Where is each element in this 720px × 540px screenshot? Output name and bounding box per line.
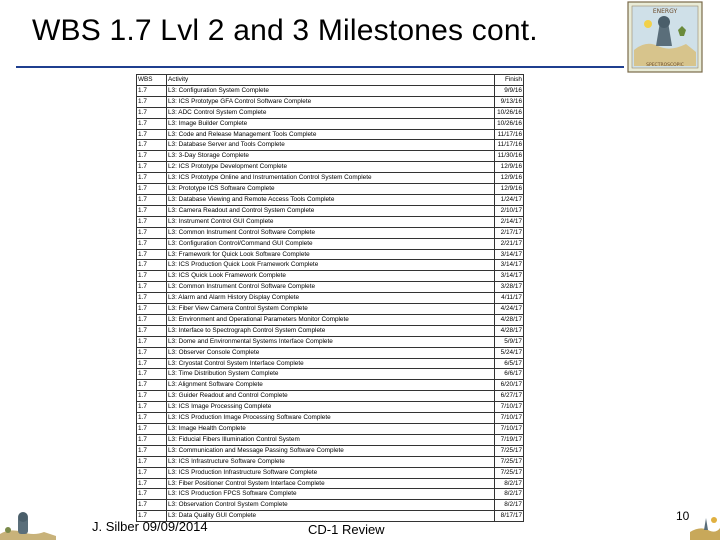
cell-finish: 2/17/17 [495,227,524,238]
cell-wbs: 1.7 [137,478,167,489]
cell-finish: 2/21/17 [495,238,524,249]
cell-finish: 12/9/16 [495,173,524,184]
cell-finish: 7/10/17 [495,402,524,413]
cell-wbs: 1.7 [137,434,167,445]
cell-activity: L3: Image Builder Complete [167,118,495,129]
table-row [137,173,524,184]
table-row [137,118,524,129]
cell-activity: L3: Observation Control System Complete [167,500,495,511]
cell-wbs: 1.7 [137,380,167,391]
cell-finish: 3/28/17 [495,282,524,293]
cell-wbs: 1.7 [137,118,167,129]
table-row [137,107,524,118]
cell-wbs: 1.7 [137,107,167,118]
cell-activity: L3: 3-Day Storage Complete [167,151,495,162]
cell-wbs: 1.7 [137,96,167,107]
cell-activity: L3: Code and Release Management Tools Complete [167,129,495,140]
table-row [137,445,524,456]
cell-activity: L3: Fiber Positioner Control System Interface Complete [167,478,495,489]
cell-wbs: 1.7 [137,129,167,140]
cell-wbs: 1.7 [137,511,167,522]
logo-top-text: ENERGY [652,8,678,15]
cell-wbs: 1.7 [137,489,167,500]
cell-wbs: 1.7 [137,336,167,347]
cell-activity: L3: Data Quality GUI Complete [167,511,495,522]
desi-logo-icon [626,0,704,74]
table-row [137,216,524,227]
cell-finish: 6/6/17 [495,369,524,380]
cell-finish: 7/25/17 [495,456,524,467]
cell-activity: L3: Observer Console Complete [167,347,495,358]
cell-activity: L3: Fiber View Camera Control System Complete [167,304,495,315]
cell-finish: 10/26/16 [495,118,524,129]
cell-activity: L3: Instrument Control GUI Complete [167,216,495,227]
cell-activity: L3: Alarm and Alarm History Display Complete [167,293,495,304]
table-row [137,194,524,205]
cell-wbs: 1.7 [137,314,167,325]
table-row [137,293,524,304]
cell-wbs: 1.7 [137,85,167,96]
cell-finish: 7/19/17 [495,434,524,445]
table-row [137,380,524,391]
table-row [137,456,524,467]
cell-finish: 11/17/16 [495,140,524,151]
cell-activity: L3: Cryostat Control System Interface Complete [167,358,495,369]
milestones-table [136,74,524,522]
cell-finish: 9/13/16 [495,96,524,107]
cell-activity: L3: ICS Production Infrastructure Software Complete [167,467,495,478]
cell-finish: 8/2/17 [495,489,524,500]
header-wbs: WBS [137,75,167,86]
table-row [137,424,524,435]
cell-activity: L3: Image Health Complete [167,424,495,435]
cell-finish: 6/5/17 [495,358,524,369]
cell-finish: 5/9/17 [495,336,524,347]
table-row [137,260,524,271]
cell-wbs: 1.7 [137,402,167,413]
cell-finish: 11/30/16 [495,151,524,162]
table-row [137,96,524,107]
cell-finish: 6/20/17 [495,380,524,391]
cell-activity: L3: Configuration Control/Command GUI Complete [167,238,495,249]
cell-wbs: 1.7 [137,293,167,304]
cell-activity: L3: ICS Production Quick Look Framework Complete [167,260,495,271]
cell-finish: 6/27/17 [495,391,524,402]
cell-finish: 1/24/17 [495,194,524,205]
cell-wbs: 1.7 [137,173,167,184]
cell-wbs: 1.7 [137,391,167,402]
cell-finish: 8/17/17 [495,511,524,522]
cell-finish: 8/2/17 [495,500,524,511]
cell-activity: L3: Configuration System Complete [167,85,495,96]
cell-activity: L3: Dome and Environmental Systems Interface Complete [167,336,495,347]
table-row [137,314,524,325]
cell-activity: L3: ICS Prototype GFA Control Software Complete [167,96,495,107]
cell-finish: 10/26/16 [495,107,524,118]
table-row [137,227,524,238]
presenter-date: J. Silber 09/09/2014 [92,519,208,534]
cell-activity: L3: ICS Quick Look Framework Complete [167,271,495,282]
event-name: CD-1 Review [308,522,385,537]
cell-activity: L3: ICS Prototype Online and Instrumentation Control System Complete [167,173,495,184]
cell-finish: 8/2/17 [495,478,524,489]
telescope-clipart-icon [0,508,56,540]
desert-clipart-icon [690,510,720,540]
table-row [137,336,524,347]
table-row [137,413,524,424]
cell-wbs: 1.7 [137,369,167,380]
table-row [137,434,524,445]
cell-wbs: 1.7 [137,500,167,511]
title-underline [16,66,624,68]
cell-finish: 5/24/17 [495,347,524,358]
cell-wbs: 1.7 [137,162,167,173]
cell-activity: L3: Camera Readout and Control System Complete [167,205,495,216]
table-row [137,402,524,413]
cell-wbs: 1.7 [137,194,167,205]
cell-wbs: 1.7 [137,205,167,216]
cell-wbs: 1.7 [137,325,167,336]
cell-activity: L3: ICS Production Image Processing Software Complete [167,413,495,424]
table-row [137,129,524,140]
cell-wbs: 1.7 [137,260,167,271]
table-row [137,140,524,151]
cell-wbs: 1.7 [137,140,167,151]
cell-finish: 11/17/16 [495,129,524,140]
table-row [137,489,524,500]
cell-finish: 7/10/17 [495,424,524,435]
cell-finish: 9/9/16 [495,85,524,96]
table-row [137,304,524,315]
cell-wbs: 1.7 [137,358,167,369]
table-row [137,271,524,282]
cell-activity: L3: Framework for Quick Look Software Complete [167,249,495,260]
cell-wbs: 1.7 [137,227,167,238]
cell-finish: 3/14/17 [495,249,524,260]
cell-activity: L3: Alignment Software Complete [167,380,495,391]
cell-finish: 4/28/17 [495,314,524,325]
cell-wbs: 1.7 [137,413,167,424]
cell-wbs: 1.7 [137,424,167,435]
cell-activity: L3: Common Instrument Control Software Complete [167,227,495,238]
table-row [137,358,524,369]
cell-finish: 7/10/17 [495,413,524,424]
page-title: WBS 1.7 Lvl 2 and 3 Milestones cont. [32,14,538,47]
cell-finish: 4/11/17 [495,293,524,304]
cell-activity: L3: Fiducial Fibers Illumination Control System [167,434,495,445]
cell-wbs: 1.7 [137,445,167,456]
cell-activity: L3: ICS Infrastructure Software Complete [167,456,495,467]
cell-finish: 2/14/17 [495,216,524,227]
table-row [137,369,524,380]
cell-finish: 12/9/16 [495,162,524,173]
cell-wbs: 1.7 [137,456,167,467]
cell-finish: 2/10/17 [495,205,524,216]
cell-wbs: 1.7 [137,249,167,260]
table-row [137,391,524,402]
logo-bottom-text: SPECTROSCOPIC [646,63,684,68]
cell-activity: L3: Database Server and Tools Complete [167,140,495,151]
cell-activity: L2: ICS Prototype Development Complete [167,162,495,173]
cell-activity: L3: Communication and Message Passing Software Complete [167,445,495,456]
table-row [137,347,524,358]
table-row [137,238,524,249]
cell-wbs: 1.7 [137,151,167,162]
cell-finish: 3/14/17 [495,271,524,282]
table-row [137,85,524,96]
cell-wbs: 1.7 [137,467,167,478]
cell-activity: L3: Database Viewing and Remote Access Tools Complete [167,194,495,205]
cell-finish: 12/9/16 [495,184,524,195]
cell-activity: L3: ICS Image Processing Complete [167,402,495,413]
header-activity: Activity [167,75,495,86]
cell-finish: 7/25/17 [495,445,524,456]
cell-wbs: 1.7 [137,271,167,282]
cell-activity: L3: Guider Readout and Control Complete [167,391,495,402]
table-row [137,249,524,260]
cell-finish: 4/24/17 [495,304,524,315]
table-row [137,205,524,216]
table-row [137,282,524,293]
cell-finish: 4/28/17 [495,325,524,336]
table-row [137,184,524,195]
table-row [137,151,524,162]
table-row [137,500,524,511]
cell-wbs: 1.7 [137,184,167,195]
cell-activity: L3: Environment and Operational Parameters Monitor Complete [167,314,495,325]
cell-activity: L3: ICS Production FPCS Software Complete [167,489,495,500]
cell-wbs: 1.7 [137,238,167,249]
table-row [137,325,524,336]
page-number: 10 [676,509,690,523]
cell-wbs: 1.7 [137,304,167,315]
cell-activity: L3: Common Instrument Control Software Complete [167,282,495,293]
cell-activity: L3: Prototype ICS Software Complete [167,184,495,195]
cell-finish: 7/25/17 [495,467,524,478]
cell-finish: 3/14/17 [495,260,524,271]
cell-wbs: 1.7 [137,216,167,227]
table-header-row [137,75,524,86]
table-row [137,467,524,478]
table-row [137,478,524,489]
cell-activity: L3: ADC Control System Complete [167,107,495,118]
cell-wbs: 1.7 [137,347,167,358]
table-row [137,162,524,173]
cell-wbs: 1.7 [137,282,167,293]
header-finish: Finish [495,75,524,86]
cell-activity: L3: Time Distribution System Complete [167,369,495,380]
table-body [137,85,524,521]
cell-activity: L3: Interface to Spectrograph Control System Complete [167,325,495,336]
